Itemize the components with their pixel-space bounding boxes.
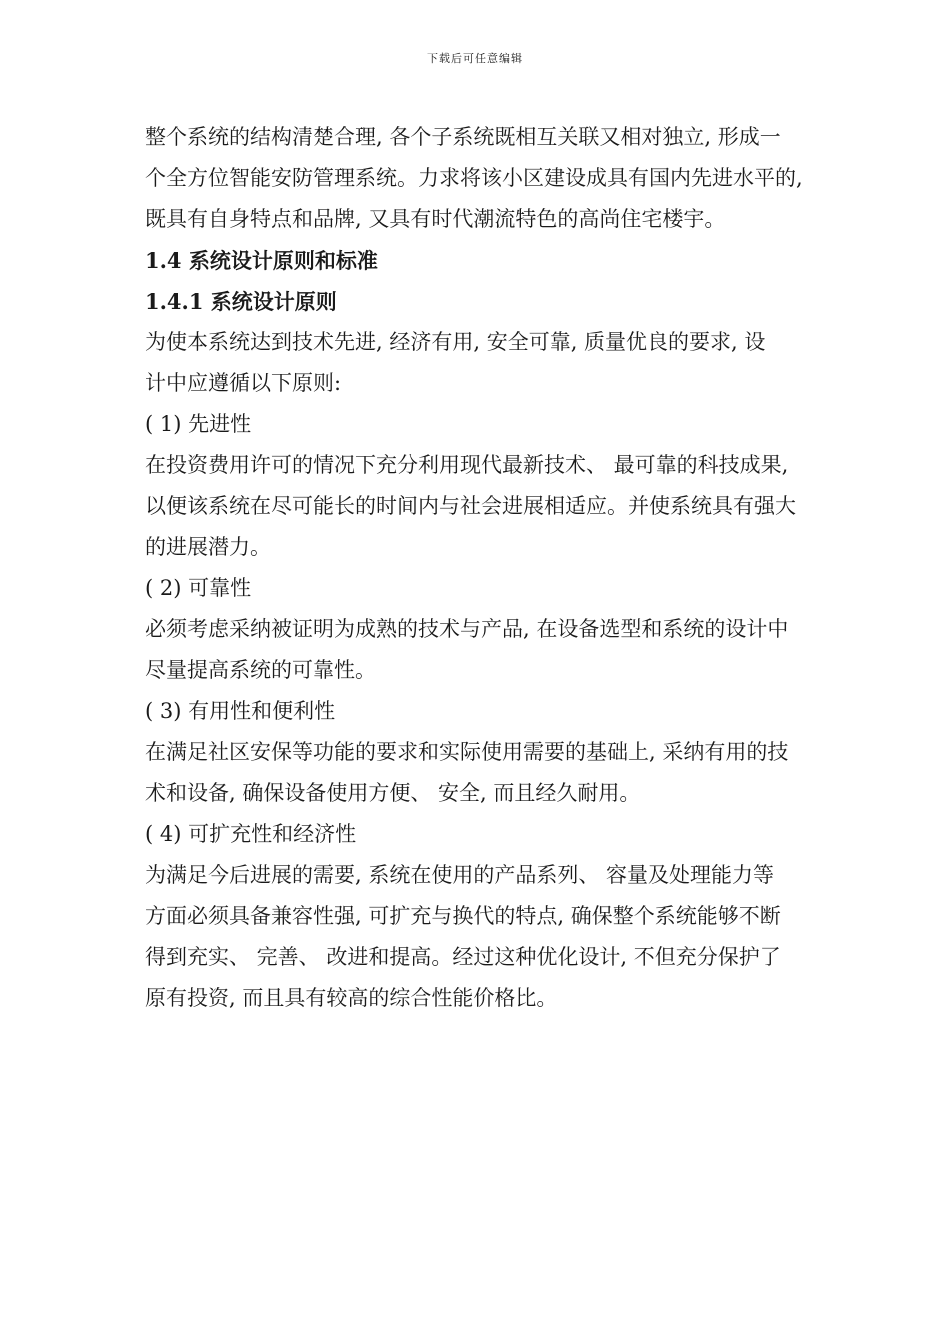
- list-item-label: ( 3) 有用性和便利性: [145, 699, 336, 723]
- body-line: 为满足今后进展的需要, 系统在使用的产品系列、 容量及处理能力等: [145, 863, 775, 887]
- body-line: 原有投资, 而且具有较高的综合性能价格比。: [145, 986, 558, 1010]
- list-item-label: ( 4) 可扩充性和经济性: [145, 822, 357, 846]
- body-line: 在满足社区安保等功能的要求和实际使用需要的基础上, 采纳有用的技: [145, 740, 789, 764]
- body-line: 整个系统的结构清楚合理, 各个子系统既相互关联又相对独立, 形成一: [145, 125, 781, 149]
- body-line: 个全方位智能安防管理系统。力求将该小区建设成具有国内先进水平的,: [145, 166, 803, 190]
- list-item-label: ( 1) 先进性: [145, 412, 252, 436]
- body-line: 得到充实、 完善、 改进和提高。经过这种优化设计, 不但充分保护了: [145, 945, 781, 969]
- body-line: 的进展潜力。: [145, 535, 271, 559]
- body-line: 术和设备, 确保设备使用方便、 安全, 而且经久耐用。: [145, 781, 641, 805]
- list-item-label: ( 2) 可靠性: [145, 576, 252, 600]
- body-line: 为使本系统达到技术先进, 经济有用, 安全可靠, 质量优良的要求, 设: [145, 330, 766, 354]
- body-line: 方面必须具备兼容性强, 可扩充与换代的特点, 确保整个系统能够不断: [145, 904, 781, 928]
- body-line: 以便该系统在尽可能长的时间内与社会进展相适应。并使系统具有强大: [145, 494, 796, 518]
- body-line: 尽量提高系统的可靠性。: [145, 658, 376, 682]
- body-line: 既具有自身特点和品牌, 又具有时代潮流特色的高尚住宅楼宇。: [145, 207, 726, 231]
- subsection-heading: 1.4.1 系统设计原则: [145, 289, 337, 314]
- page-header: 下载后可任意编辑: [427, 52, 523, 65]
- body-line: 在投资费用许可的情况下充分利用现代最新技术、 最可靠的科技成果,: [145, 453, 789, 477]
- document-body: [145, 117, 870, 1019]
- section-heading: 1.4 系统设计原则和标准: [145, 248, 378, 273]
- body-line: 计中应遵循以下原则:: [145, 371, 342, 395]
- body-line: 必须考虑采纳被证明为成熟的技术与产品, 在设备选型和系统的设计中: [145, 617, 789, 641]
